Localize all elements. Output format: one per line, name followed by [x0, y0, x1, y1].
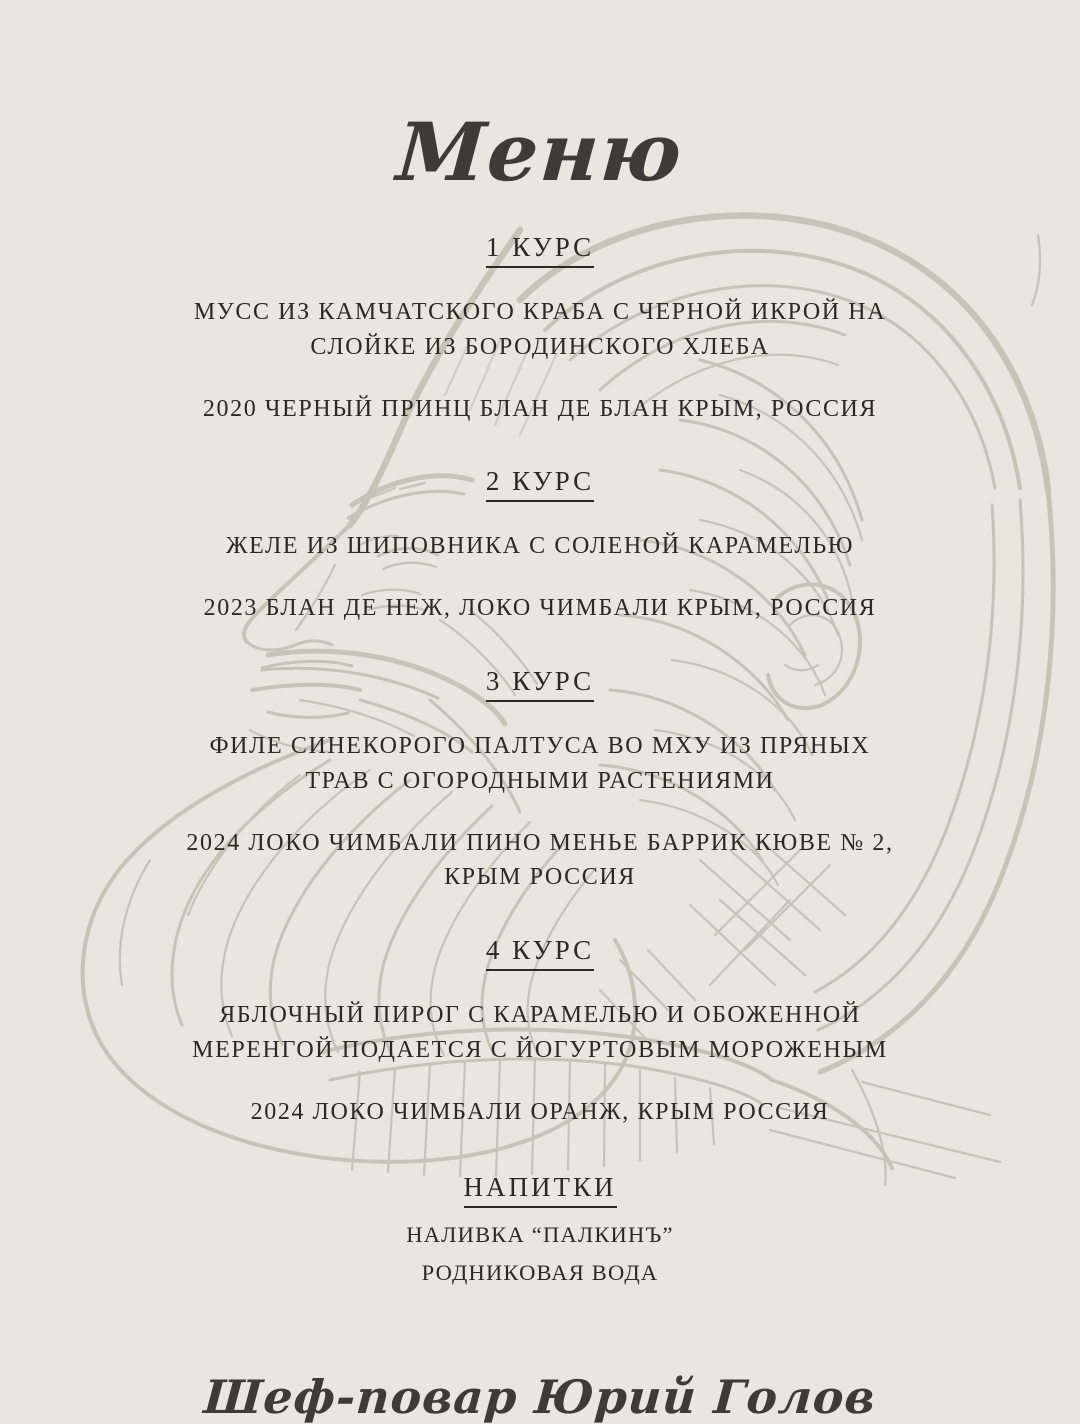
- menu-section-4: [0, 935, 1080, 1129]
- course-title: [0, 232, 1080, 268]
- course-title-text: 4 КУРС: [486, 935, 594, 971]
- wine-pairing: 2024 ЛОКО ЧИМБАЛИ ОРАНЖ, КРЫМ РОССИЯ: [250, 1098, 830, 1125]
- course-title-text: 1 КУРС: [486, 232, 594, 268]
- menu-section-2: [0, 466, 1080, 626]
- dish-description: ФИЛЕ СИНЕКОРОГО ПАЛТУСА ВО МХУ ИЗ ПРЯНЫХ ТРАВ С ОГОРОДНЫМИ РАСТЕНИЯМИ: [209, 732, 871, 794]
- dish-description: ЯБЛОЧНЫЙ ПИРОГ С КАРАМЕЛЬЮ И ОБОЖЕННОЙ МЕРЕНГОЙ ПОДАЕТСЯ С ЙОГУРТОВЫМ МОРОЖЕНЫМ: [192, 1002, 888, 1063]
- drinks-title-text: НАПИТКИ: [464, 1172, 617, 1208]
- dish-description: МУСС ИЗ КАМЧАТСКОГО КРАБА С ЧЕРНОЙ ИКРОЙ НА СЛОЙКЕ ИЗ БОРОДИНСКОГО ХЛЕБА: [193, 299, 887, 360]
- menu-section-3: [0, 666, 1080, 895]
- course-title-text: 3 КУРС: [486, 666, 594, 702]
- wine-pairing: 2024 ЛОКО ЧИМБАЛИ ПИНО МЕНЬЕ БАРРИК КЮВЕ № 2, КРЫМ РОССИЯ: [186, 829, 894, 891]
- course-title: [0, 466, 1080, 502]
- course-title: [0, 935, 1080, 971]
- menu-section-1: [0, 232, 1080, 426]
- wine-pairing: 2020 ЧЕРНЫЙ ПРИНЦ БЛАН ДЕ БЛАН КРЫМ, РОССИЯ: [202, 395, 878, 422]
- dish-description: ЖЕЛЕ ИЗ ШИПОВНИКА С СОЛЕНОЙ КАРАМЕЛЬЮ: [225, 533, 854, 560]
- chef-signature: Шеф-повар Юрий Голов: [202, 1370, 878, 1424]
- drink-item: РОДНИКОВАЯ ВОДА: [421, 1259, 659, 1285]
- wine-pairing: 2023 БЛАН ДЕ НЕЖ, ЛОКО ЧИМБАЛИ КРЫМ, РОССИЯ: [203, 595, 877, 622]
- course-title: [0, 666, 1080, 702]
- drink-item: НАЛИВКА “ПАЛКИНЪ”: [406, 1221, 674, 1247]
- drinks-section: [0, 1172, 1080, 1289]
- course-title-text: 2 КУРС: [486, 466, 594, 502]
- page-title: Меню: [393, 105, 687, 199]
- drinks-title: [0, 1172, 1080, 1208]
